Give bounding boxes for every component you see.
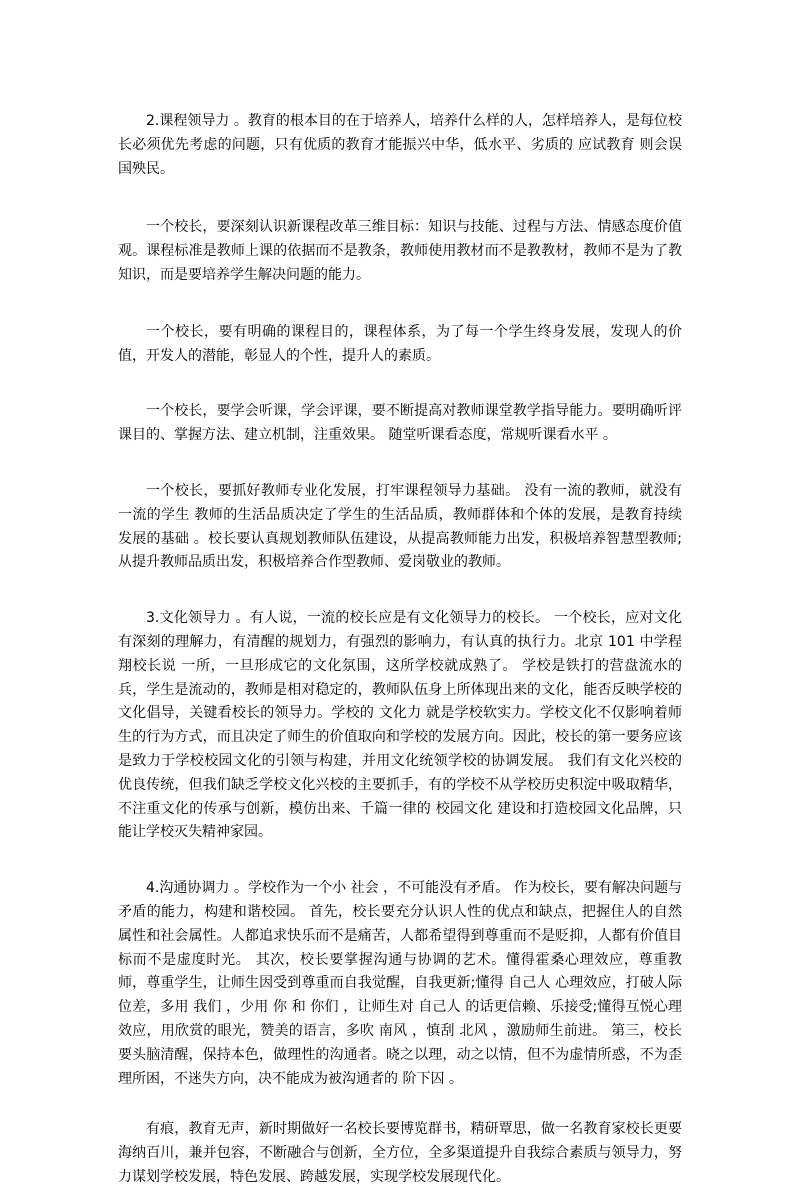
paragraph-teacher-development: 一个校长，要抓好教师专业化发展，打牢课程领导力基础。 没有一流的教师，就没有一流的学生 教师的生活品质决定了学生的生活品质，教师群体和个体的发展，是教育持续发展的基础 。校长要认真规划教师队伍建设，从提高教师能力出发，积极培养智慧型教师;从提升教师品质出发，积极培养合作型教师、爱岗敬业的教师。 [118,482,682,571]
paragraph-class-observation: 一个校长，要学会听课，学会评课，要不断提高对教师课堂教学指导能力。要明确听评课目的、掌握方法、建立机制，注重效果。 随堂听课看态度，常规听课看水平 。 [118,403,682,444]
paragraph-curriculum-system: 一个校长，要有明确的课程目的，课程体系，为了每一个学生终身发展，发现人的价值，开发人的潜能，彰显人的个性，提升人的素质。 [118,323,682,364]
paragraph-curriculum-leadership: 2.课程领导力 。教育的根本目的在于培养人，培养什么样的人，怎样培养人，是每位校长必须优先考虑的问题，只有优质的教育才能振兴中华，低水平、劣质的 应试教育 则会误国殃民。 [118,113,682,177]
document-page [118,110,682,1190]
paragraph-conclusion: 有痕，教育无声，新时期做好一名校长要博览群书，精研覃思，做一名教育家校长更要海纳百川，兼并包容，不断融合与创新，全方位，全多渠道提升自我综合素质与领导力，努力谋划学校发展，特色发展、跨越发展，实现学校发展现代化。 [118,1121,682,1185]
paragraph-curriculum-goals: 一个校长，要深刻认识新课程改革三维目标：知识与技能、过程与方法、情感态度价值观。课程标准是教师上课的依据而不是教条，教师使用教材而不是教教材，教师不是为了教知识，而是要培养学生解决问题的能力。 [118,219,682,283]
paragraph-cultural-leadership: 3.文化领导力 。有人说，一流的校长应是有文化领导力的校长。 一个校长，应对文化有深刻的理解力，有清醒的规划力，有强烈的影响力，有认真的执行力。北京 101 中学程翔校长说 一所，一旦形成它的文化氛围，这所学校就成熟了。 学校是铁打的营盘流水的兵，学生是流动的，教师是相对稳定的，教师队伍身上所体现出来的文化，能否反映学校的文化倡导，关键看校长的领导力。学校的 文化力 就是学校软实力。学校文化不仅影响着师生的行为方式，而且决定了师生的价值取向和学校的发展方向。因此，校长的第一要务应该是致力于学校校园文化的引领与构建，并用文化统领学校的协调发展。 我们有文化兴校的优良传统，但我们缺乏学校文化兴校的主要抓手，有的学校不从学校历史积淀中吸取精华，不注重文化的传承与创新，模仿出来、千篇一律的 校园文化 建设和打造校园文化品牌，只能让学校灭失精神家园。 [118,610,682,841]
paragraph-communication-coordination: 4.沟通协调力 。学校作为一个小 社会 ，不可能没有矛盾。 作为校长，要有解决问题与矛盾的能力，构建和谐校园。 首先，校长要充分认识人性的优点和缺点，把握住人的自然属性和社会属性。人都追求快乐而不是痛苦，人都希望得到尊重而不是贬抑，人都有价值目标而不是虚度时光。 其次，校长要掌握沟通与协调的艺术。懂得霍桑心理效应，尊重教师，尊重学生，让师生因受到尊重而自我觉醒，自我更新;懂得 自己人 心理效应，打破人际位差，多用 我们 ，少用 你 和 你们 ，让师生对 自己人 的话更信赖、乐接受;懂得互悦心理效应，用欣赏的眼光，赞美的语言，多吹 南风 ，慎刮 北风 ，激励师生前进。 第三，校长要头脑清醒，保持本色，做理性的沟通者。晓之以理，动之以情，但不为虚情所惑，不为歪理所困，不迷失方向，决不能成为被沟通者的 阶下囚 。 [118,880,682,1087]
